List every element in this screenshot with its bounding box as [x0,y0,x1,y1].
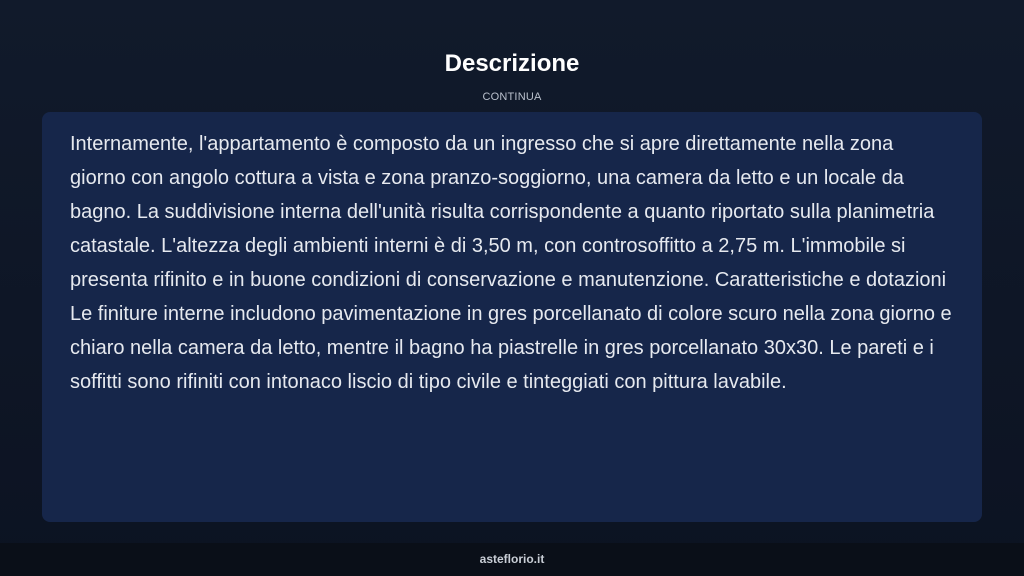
page-subtitle: CONTINUA [482,91,542,103]
description-text: Internamente, l'appartamento è composto da un ingresso che si apre direttamente nella zona giorno con angolo cottura a vista e zona pranzo-soggiorno, una camera da letto e un locale da bagno. La suddivisione interna dell'unità risulta corrispondente a quanto riportato sulla planimetria catastale. L'altezza degli ambienti interni è di 3,50 m, con controsoffitto a 2,75 m. L'immobile si presenta rifinito e in buone condizioni di conservazione e manutenzione. Caratteristiche e dotazioni Le finiture interne includono pavimentazione in gres porcellanato di colore scuro nella zona giorno e chiaro nella camera da letto, mentre il bagno ha piastrelle in gres porcellanato 30x30. Le pareti e i soffitti sono rifiniti con intonaco liscio di tipo civile e tinteggiati con pittura lavabile. [70,133,952,393]
footer-site-label: asteflorio.it [479,552,545,566]
page-header [0,48,1024,104]
footer-bar [0,543,1024,576]
description-card [42,112,982,522]
page-title: Descrizione [444,50,580,77]
